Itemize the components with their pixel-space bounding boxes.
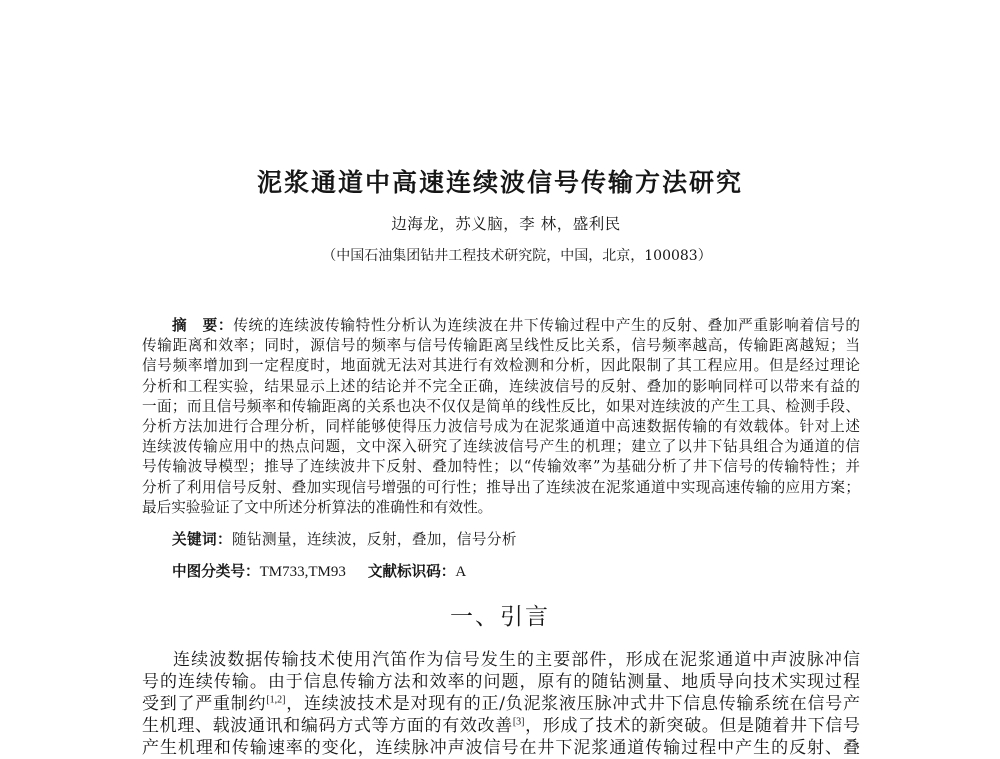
keywords-text: 随钻测量，连续波，反射，叠加，信号分析 (231, 531, 517, 548)
abstract-line-1 (142, 316, 860, 336)
section-body (142, 649, 860, 759)
body-line-2: 号的连续传输。由于信息传输方法和效率的问题，原有的随钻测量、地质导向技术实现过程 (142, 672, 860, 692)
body-line-3 (142, 693, 860, 715)
body-text: ，形成了技术的新突破。但是随着井下信号 (524, 716, 860, 736)
section-heading: 一、引言 (450, 604, 550, 630)
abstract-line-6: 分析方法加进行合理分析，同样能够使得压力波信号成为在泥浆通道中高速数据传输的有效载体。针对上述 (142, 417, 860, 435)
classification (172, 562, 772, 582)
abstract-line-4: 分析和工程实验，结果显示上述的结论并不完全正确，连续波信号的反射、叠加的影响同样可以带来有益的 (142, 377, 860, 395)
body-text: ，连续波技术是对现有的正/负泥浆液压脉冲式井下信息传输系统在信号产 (285, 694, 860, 714)
paper-title: 泥浆通道中高速连续波信号传输方法研究 (256, 168, 743, 197)
clc-value: TM733,TM93 (259, 564, 346, 580)
abstract-line-10: 最后实验验证了文中所述分析算法的准确性和有效性。 (142, 498, 493, 516)
abstract-line-3: 信号频率增加到一定程度时，地面就无法对其进行有效检测和分析，因此限制了其工程应用。但是经过理论 (142, 357, 860, 375)
citation: [3] (512, 716, 525, 728)
doc-code-value: A (455, 564, 467, 580)
abstract-line-9: 分析了利用信号反射、叠加实现信号增强的可行性；推导出了连续波在泥浆通道中实现高速传输的应用方案； (142, 478, 860, 496)
body-line-4 (142, 715, 860, 737)
abstract-line-8: 号传输波导模型；推导了连续波井下反射、叠加特性；以“传输效率”为基础分析了井下信号的传输特性；并 (142, 458, 860, 476)
body-line-5: 产生机理和传输速率的变化，连续脉冲声波信号在井下泥浆通道传输过程中产生的反射、叠 (142, 738, 860, 758)
doc-code-label: 文献标识码： (367, 563, 456, 580)
abstract (142, 316, 860, 518)
body-text: 生机理、载波通讯和编码方式等方面的有效改善 (142, 716, 513, 736)
keywords (172, 530, 772, 550)
clc-label: 中图分类号： (172, 563, 260, 580)
abstract-line-7: 连续波传输应用中的热点问题，文中深入研究了连续波信号产生的机理；建立了以井下钻具组合为通道的信 (142, 438, 860, 456)
abstract-line-2: 传输距离和效率；同时，源信号的频率与信号传输距离呈线性反比关系，信号频率越高，传输距离越短；当 (142, 337, 860, 355)
author-list: 边海龙，苏义脑，李 林，盛利民 (391, 215, 621, 233)
abstract-label: 摘 要： (172, 317, 234, 334)
keywords-label: 关键词： (172, 531, 232, 548)
citation: [1,2] (266, 694, 286, 706)
author-affiliation: （中国石油集团钻井工程技术研究院，中国，北京，100083） (322, 248, 712, 264)
body-text: 受到了严重制约 (142, 694, 267, 714)
abstract-text: 传统的连续波传输特性分析认为连续波在井下传输过程中产生的反射、叠加严重影响着信号的 (233, 317, 860, 334)
body-line-1: 连续波数据传输技术使用汽笛作为信号发生的主要部件，形成在泥浆通道中声波脉冲信 (173, 650, 860, 670)
abstract-line-5: 一面；而且信号频率和传输距离的关系也决不仅仅是简单的线性反比，如果对连续波的产生工具、检测手段、 (142, 397, 860, 415)
